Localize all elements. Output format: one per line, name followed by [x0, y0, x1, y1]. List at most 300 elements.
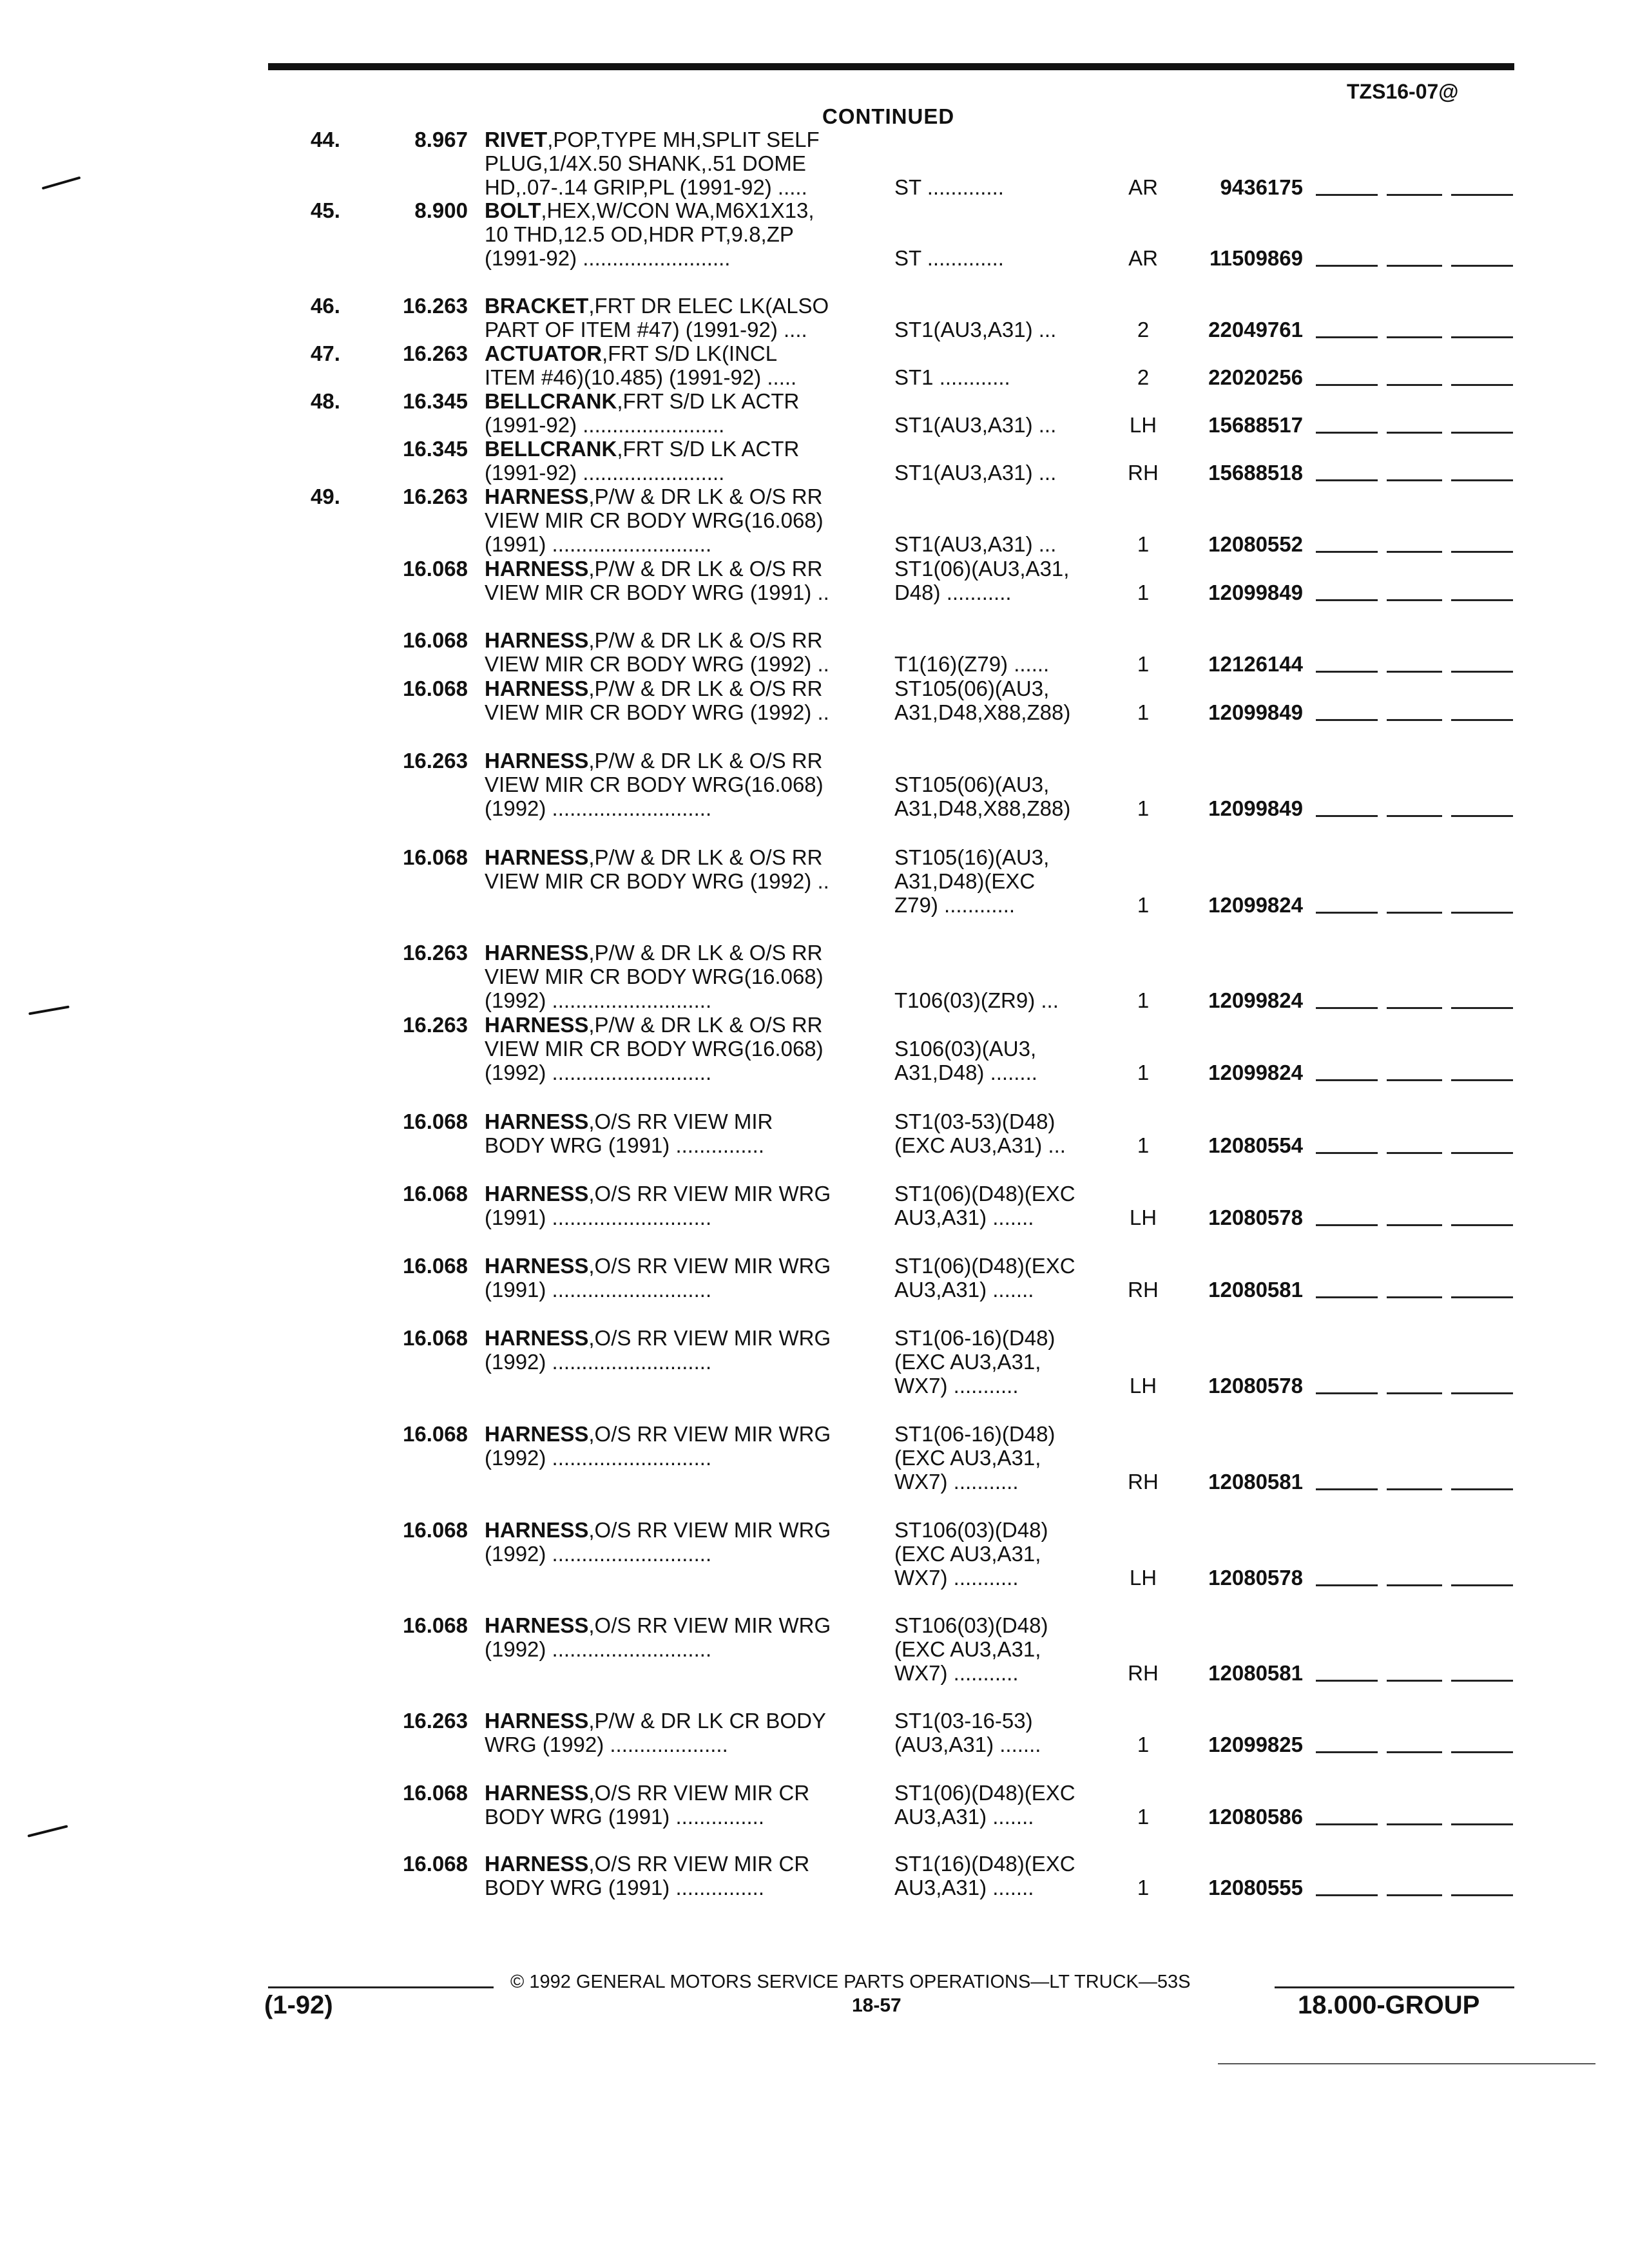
quantity: LH [1129, 413, 1157, 437]
part-number: 15688518 [1208, 461, 1303, 485]
part-description [485, 389, 878, 437]
usage-line: ST1(AU3,A31) ... [894, 318, 1057, 341]
part-number: 12080578 [1208, 1374, 1303, 1398]
usage-line: (EXC AU3,A31) ... [894, 1133, 1066, 1157]
blank-line [1316, 1751, 1378, 1753]
description-line: ,P/W & DR LK & O/S RR [588, 749, 823, 773]
part-row [0, 1254, 1629, 1302]
blank-line [1387, 1152, 1442, 1154]
part-name: HARNESS [485, 1613, 589, 1637]
part-row [0, 677, 1629, 724]
group-label: 18.000-GROUP [1298, 1991, 1480, 2019]
part-name: HARNESS [485, 677, 589, 700]
blank-line [1387, 1823, 1442, 1825]
blank-line [1316, 384, 1378, 386]
usage-code [894, 1110, 1113, 1157]
description-line: 10 THD,12.5 OD,HDR PT,9.8,ZP [485, 222, 794, 246]
blank-line [1451, 265, 1513, 267]
description-line: (1991-92) ......................... [485, 246, 731, 270]
blank-line [1316, 479, 1378, 481]
quantity: 1 [1137, 1133, 1150, 1157]
blank-line [1316, 265, 1378, 267]
part-name: HARNESS [485, 1013, 589, 1037]
blank-line [1451, 194, 1513, 196]
item-number: 49. [311, 485, 340, 508]
group-number: 16.345 [403, 437, 468, 461]
usage-line: S106(03)(AU3, [894, 1037, 1037, 1061]
usage-line: ST106(03)(D48) [894, 1613, 1048, 1637]
part-number: 12099824 [1208, 893, 1303, 917]
part-row [0, 1518, 1629, 1590]
part-number: 12126144 [1208, 652, 1303, 676]
quantity: RH [1128, 1661, 1159, 1685]
group-number: 16.068 [403, 1326, 468, 1350]
description-line: ,FRT S/D LK ACTR [617, 389, 800, 413]
description-line: VIEW MIR CR BODY WRG(16.068) [485, 1037, 824, 1061]
part-description [485, 1709, 878, 1756]
entry-blanks [1316, 1182, 1514, 1229]
part-number: 12080552 [1208, 532, 1303, 556]
part-description [485, 1110, 878, 1157]
entry-blanks [1316, 437, 1514, 485]
part-row [0, 389, 1629, 437]
part-name: BELLCRANK [485, 389, 617, 413]
group-number: 16.068 [403, 1254, 468, 1278]
usage-code [894, 413, 1113, 437]
quantity: 2 [1137, 365, 1150, 389]
part-name: HARNESS [485, 1110, 589, 1133]
part-description [485, 845, 878, 893]
group-number: 16.263 [403, 485, 468, 508]
part-description [485, 1613, 878, 1661]
group-number: 16.263 [403, 1709, 468, 1733]
usage-code [894, 246, 1113, 270]
blank-line [1316, 1823, 1378, 1825]
part-number: 12080578 [1208, 1566, 1303, 1590]
usage-code [894, 1254, 1113, 1302]
footer-rule-right [1275, 1986, 1514, 1988]
blank-line [1451, 815, 1513, 817]
part-row [0, 1182, 1629, 1229]
description-line: ,P/W & DR LK & O/S RR [588, 557, 823, 581]
quantity: 1 [1137, 1061, 1150, 1084]
entry-blanks [1316, 1254, 1514, 1302]
description-line: (1992) ........................... [485, 1637, 712, 1661]
part-description [485, 941, 878, 1012]
blank-line [1451, 1296, 1513, 1298]
usage-line: ST1(06)(D48)(EXC [894, 1182, 1075, 1206]
description-line: VIEW MIR CR BODY WRG (1991) .. [485, 581, 829, 604]
blank-line [1387, 551, 1442, 553]
blank-line [1316, 194, 1378, 196]
part-name: BRACKET [485, 294, 589, 318]
usage-code [894, 845, 1113, 917]
blank-line [1451, 671, 1513, 673]
continued-label: CONTINUED [822, 104, 955, 128]
usage-line: ST1(03-16-53) [894, 1709, 1033, 1733]
entry-blanks [1316, 941, 1514, 1012]
part-number: 11509869 [1209, 246, 1303, 270]
blank-line [1451, 912, 1513, 914]
description-line: ,O/S RR VIEW MIR CR [588, 1781, 810, 1805]
part-row [0, 1852, 1629, 1899]
item-number: 45. [311, 198, 340, 222]
group-number: 16.068 [403, 845, 468, 869]
usage-line: ST1(03-53)(D48) [894, 1110, 1055, 1133]
usage-line: A31,D48,X88,Z88) [894, 796, 1071, 820]
blank-line [1451, 1488, 1513, 1490]
part-description [485, 128, 878, 199]
usage-line: AU3,A31) ....... [894, 1278, 1034, 1302]
part-description [485, 557, 878, 604]
description-line: VIEW MIR CR BODY WRG (1992) .. [485, 652, 829, 676]
description-line: ,P/W & DR LK & O/S RR [588, 628, 823, 652]
group-number: 16.068 [403, 557, 468, 581]
quantity: 1 [1137, 1876, 1150, 1899]
blank-line [1451, 599, 1513, 601]
description-line: ITEM #46)(10.485) (1991-92) ..... [485, 365, 797, 389]
part-row [0, 1781, 1629, 1829]
usage-code [894, 652, 1113, 676]
blank-line [1451, 719, 1513, 721]
usage-line: ST1 ............ [894, 365, 1010, 389]
item-number: 48. [311, 389, 340, 413]
usage-line: T1(16)(Z79) ...... [894, 652, 1050, 676]
group-number: 16.068 [403, 677, 468, 700]
usage-code [894, 365, 1113, 389]
usage-code [894, 532, 1113, 556]
usage-line: ST105(16)(AU3, [894, 845, 1050, 869]
part-number: 12099849 [1208, 581, 1303, 604]
part-number: 22049761 [1208, 318, 1303, 341]
part-row [0, 294, 1629, 341]
entry-blanks [1316, 1781, 1514, 1829]
usage-line: (EXC AU3,A31, [894, 1446, 1041, 1470]
part-row [0, 1013, 1629, 1084]
group-number: 16.068 [403, 1182, 468, 1206]
description-line: BODY WRG (1991) ............... [485, 1133, 764, 1157]
blank-line [1451, 551, 1513, 553]
blank-line [1387, 1584, 1442, 1586]
part-number: 12080578 [1208, 1206, 1303, 1229]
part-row [0, 845, 1629, 917]
description-line: (1991-92) ........................ [485, 413, 725, 437]
part-description [485, 677, 878, 724]
group-number: 16.345 [403, 389, 468, 413]
description-line: (1991) ........................... [485, 1278, 712, 1302]
part-row [0, 1326, 1629, 1398]
part-name: HARNESS [485, 749, 589, 773]
part-number: 12099824 [1208, 988, 1303, 1012]
usage-line: ST106(03)(D48) [894, 1518, 1048, 1542]
entry-blanks [1316, 485, 1514, 556]
part-description [485, 1182, 878, 1229]
part-row [0, 437, 1629, 485]
description-line: VIEW MIR CR BODY WRG(16.068) [485, 965, 824, 988]
blank-line [1316, 551, 1378, 553]
blank-line [1387, 1751, 1442, 1753]
part-row [0, 1422, 1629, 1494]
blank-line [1316, 1392, 1378, 1394]
blank-line [1451, 479, 1513, 481]
description-line: ,FRT S/D LK ACTR [617, 437, 800, 461]
part-description [485, 1422, 878, 1470]
usage-line: (EXC AU3,A31, [894, 1637, 1041, 1661]
part-name: HARNESS [485, 941, 589, 965]
blank-line [1451, 1823, 1513, 1825]
part-number: 12080586 [1208, 1805, 1303, 1829]
blank-line [1316, 1296, 1378, 1298]
entry-blanks [1316, 1852, 1514, 1899]
part-description [485, 1518, 878, 1566]
entry-blanks [1316, 128, 1514, 199]
part-number: 12099849 [1208, 796, 1303, 820]
blank-line [1387, 336, 1442, 338]
part-name: HARNESS [485, 1326, 589, 1350]
usage-line: D48) ........... [894, 581, 1012, 604]
part-name: HARNESS [485, 1852, 589, 1876]
group-number: 16.068 [403, 1422, 468, 1446]
part-description [485, 437, 878, 485]
usage-code [894, 318, 1113, 341]
usage-code [894, 677, 1113, 724]
part-row [0, 198, 1629, 270]
part-number: 12099849 [1208, 700, 1303, 724]
group-number: 16.068 [403, 1518, 468, 1542]
description-line: ,O/S RR VIEW MIR [588, 1110, 773, 1133]
usage-code [894, 1182, 1113, 1229]
part-row [0, 941, 1629, 1012]
blank-line [1451, 1152, 1513, 1154]
usage-line: ST1(16)(D48)(EXC [894, 1852, 1075, 1876]
quantity: 2 [1137, 318, 1150, 341]
part-row [0, 1613, 1629, 1685]
usage-line: A31,D48,X88,Z88) [894, 700, 1071, 724]
blank-line [1387, 1392, 1442, 1394]
blank-line [1451, 1584, 1513, 1586]
usage-line: ST1(AU3,A31) ... [894, 413, 1057, 437]
blank-line [1387, 1079, 1442, 1081]
usage-code [894, 1037, 1113, 1084]
usage-code [894, 175, 1113, 199]
blank-line [1316, 1007, 1378, 1009]
blank-line [1316, 1488, 1378, 1490]
usage-code [894, 1709, 1113, 1756]
description-line: ,FRT S/D LK(INCL [602, 341, 778, 365]
quantity: LH [1129, 1566, 1157, 1590]
part-number: 9436175 [1220, 175, 1303, 199]
description-line: ,P/W & DR LK & O/S RR [588, 677, 823, 700]
item-number: 44. [311, 128, 340, 151]
quantity: LH [1129, 1206, 1157, 1229]
group-number: 16.068 [403, 1110, 468, 1133]
group-number: 16.068 [403, 1852, 468, 1876]
description-line: ,O/S RR VIEW MIR WRG [588, 1326, 831, 1350]
part-name: HARNESS [485, 628, 589, 652]
blank-line [1316, 432, 1378, 434]
blank-line [1451, 432, 1513, 434]
description-line: ,O/S RR VIEW MIR CR [588, 1852, 810, 1876]
quantity: LH [1129, 1374, 1157, 1398]
quantity: 1 [1137, 796, 1150, 820]
blank-line [1451, 336, 1513, 338]
part-name: BELLCRANK [485, 437, 617, 461]
description-line: (1991) ........................... [485, 1206, 712, 1229]
part-description [485, 1852, 878, 1899]
description-line: VIEW MIR CR BODY WRG(16.068) [485, 773, 824, 796]
part-description [485, 294, 878, 341]
entry-blanks [1316, 1013, 1514, 1084]
description-line: WRG (1992) .................... [485, 1733, 728, 1756]
part-number: 15688517 [1208, 413, 1303, 437]
item-number: 46. [311, 294, 340, 318]
usage-line: AU3,A31) ....... [894, 1206, 1034, 1229]
part-description [485, 341, 878, 389]
blank-line [1451, 1224, 1513, 1226]
group-number: 16.068 [403, 628, 468, 652]
blank-line [1451, 1894, 1513, 1896]
entry-blanks [1316, 1110, 1514, 1157]
description-line: (1991) ........................... [485, 532, 712, 556]
blank-line [1316, 1680, 1378, 1682]
blank-line [1387, 671, 1442, 673]
blank-line [1451, 1007, 1513, 1009]
usage-line: ST1(06)(AU3,A31, [894, 557, 1070, 581]
part-number: 12080581 [1208, 1661, 1303, 1685]
footer-rule-left [268, 1986, 494, 1988]
usage-line: ST105(06)(AU3, [894, 773, 1050, 796]
description-line: ,FRT DR ELEC LK(ALSO [588, 294, 829, 318]
part-number: 12099824 [1208, 1061, 1303, 1084]
description-line: ,O/S RR VIEW MIR WRG [588, 1254, 831, 1278]
part-row [0, 485, 1629, 556]
description-line: ,O/S RR VIEW MIR WRG [588, 1182, 831, 1206]
blank-line [1387, 599, 1442, 601]
usage-code [894, 1422, 1113, 1494]
blank-line [1387, 912, 1442, 914]
usage-line: AU3,A31) ....... [894, 1876, 1034, 1899]
page-number: 18-57 [852, 1995, 901, 2016]
blank-line [1451, 1079, 1513, 1081]
description-line: ,O/S RR VIEW MIR WRG [588, 1422, 831, 1446]
blank-line [1316, 671, 1378, 673]
quantity: AR [1128, 246, 1158, 270]
part-number: 12080581 [1208, 1470, 1303, 1494]
description-line: VIEW MIR CR BODY WRG(16.068) [485, 508, 824, 532]
description-line: ,P/W & DR LK & O/S RR [588, 845, 823, 869]
copyright-text: © 1992 GENERAL MOTORS SERVICE PARTS OPERATIONS—LT TRUCK—53S [510, 1972, 1191, 1992]
usage-line: WX7) ........... [894, 1374, 1019, 1398]
quantity: 1 [1137, 1805, 1150, 1829]
usage-line: WX7) ........... [894, 1661, 1019, 1685]
description-line: ,O/S RR VIEW MIR WRG [588, 1613, 831, 1637]
quantity: RH [1128, 461, 1159, 485]
blank-line [1316, 1584, 1378, 1586]
usage-line: (EXC AU3,A31, [894, 1542, 1041, 1566]
blank-line [1316, 1894, 1378, 1896]
description-line: (1991-92) ........................ [485, 461, 725, 485]
group-number: 8.900 [414, 198, 468, 222]
part-number: 12080554 [1208, 1133, 1303, 1157]
part-row [0, 341, 1629, 389]
entry-blanks [1316, 341, 1514, 389]
usage-code [894, 1613, 1113, 1685]
part-description [485, 1781, 878, 1829]
quantity: AR [1128, 175, 1158, 199]
description-line: (1992) ........................... [485, 988, 712, 1012]
blank-line [1316, 815, 1378, 817]
entry-blanks [1316, 1518, 1514, 1590]
usage-code [894, 557, 1113, 604]
part-number: 12080555 [1208, 1876, 1303, 1899]
part-name: HARNESS [485, 1781, 589, 1805]
document-code: TZS16-07@ [1347, 80, 1459, 103]
part-number: 22020256 [1208, 365, 1303, 389]
description-line: HD,.07-.14 GRIP,PL (1991-92) ..... [485, 175, 807, 199]
usage-line: ST1(06-16)(D48) [894, 1326, 1055, 1350]
blank-line [1451, 1392, 1513, 1394]
usage-line: A31,D48) ........ [894, 1061, 1037, 1084]
description-line: (1992) ........................... [485, 1350, 712, 1374]
description-line: ,P/W & DR LK & O/S RR [588, 941, 823, 965]
blank-line [1387, 432, 1442, 434]
quantity: RH [1128, 1278, 1159, 1302]
part-name: HARNESS [485, 1182, 589, 1206]
part-number: 12099825 [1208, 1733, 1303, 1756]
entry-blanks [1316, 198, 1514, 270]
usage-line: Z79) ............ [894, 893, 1016, 917]
usage-line: ST1(06)(D48)(EXC [894, 1781, 1075, 1805]
quantity: 1 [1137, 893, 1150, 917]
part-row [0, 1110, 1629, 1157]
group-number: 16.263 [403, 941, 468, 965]
usage-line: (AU3,A31) ....... [894, 1733, 1041, 1756]
usage-line: WX7) ........... [894, 1470, 1019, 1494]
description-line: ,O/S RR VIEW MIR WRG [588, 1518, 831, 1542]
usage-line: ST1(06)(D48)(EXC [894, 1254, 1075, 1278]
blank-line [1316, 719, 1378, 721]
entry-blanks [1316, 677, 1514, 724]
blank-line [1316, 1152, 1378, 1154]
quantity: 1 [1137, 988, 1150, 1012]
blank-line [1387, 1007, 1442, 1009]
entry-blanks [1316, 628, 1514, 676]
group-number: 16.263 [403, 294, 468, 318]
usage-line: AU3,A31) ....... [894, 1805, 1034, 1829]
usage-code [894, 461, 1113, 485]
part-row [0, 128, 1629, 199]
entry-blanks [1316, 1709, 1514, 1756]
quantity: RH [1128, 1470, 1159, 1494]
description-line: PART OF ITEM #47) (1991-92) .... [485, 318, 807, 341]
description-line: (1992) ........................... [485, 796, 712, 820]
blank-line [1387, 384, 1442, 386]
quantity: 1 [1137, 1733, 1150, 1756]
blank-line [1387, 194, 1442, 196]
usage-line: ST1(AU3,A31) ... [894, 532, 1057, 556]
group-number: 16.263 [403, 749, 468, 773]
blank-line [1387, 815, 1442, 817]
part-name: HARNESS [485, 557, 589, 581]
item-number: 47. [311, 341, 340, 365]
description-line: (1992) ........................... [485, 1446, 712, 1470]
description-line: ,POP,TYPE MH,SPLIT SELF [547, 128, 820, 151]
description-line: ,P/W & DR LK & O/S RR [588, 485, 823, 508]
entry-blanks [1316, 1422, 1514, 1494]
usage-code [894, 1326, 1113, 1398]
part-name: ACTUATOR [485, 341, 602, 365]
blank-line [1316, 336, 1378, 338]
